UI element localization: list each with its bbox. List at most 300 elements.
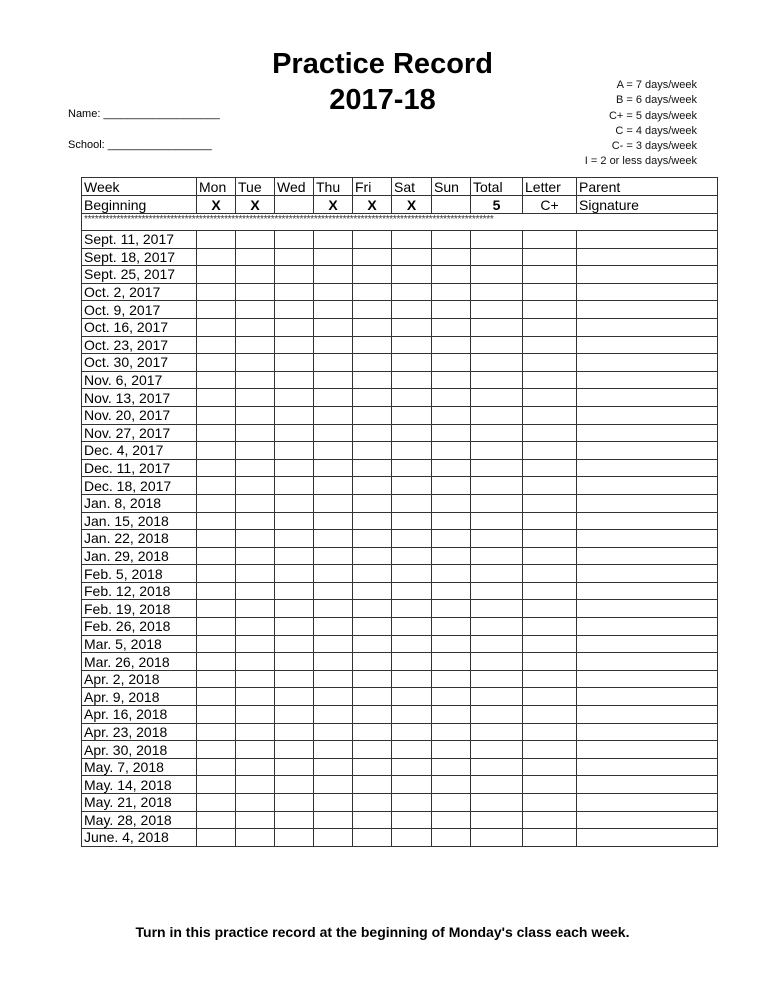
cell-fri[interactable] bbox=[353, 565, 392, 583]
cell-total[interactable] bbox=[471, 706, 523, 724]
cell-fri[interactable] bbox=[353, 635, 392, 653]
cell-total[interactable] bbox=[471, 635, 523, 653]
cell-fri[interactable] bbox=[353, 424, 392, 442]
cell-sat[interactable] bbox=[392, 547, 432, 565]
cell-sun[interactable] bbox=[432, 371, 471, 389]
cell-fri[interactable] bbox=[353, 776, 392, 794]
cell-fri[interactable] bbox=[353, 336, 392, 354]
cell-total[interactable] bbox=[471, 670, 523, 688]
cell-wed[interactable] bbox=[275, 776, 314, 794]
cell-thu[interactable] bbox=[314, 811, 353, 829]
cell-sat[interactable] bbox=[392, 266, 432, 284]
cell-wed[interactable] bbox=[275, 318, 314, 336]
cell-total[interactable] bbox=[471, 266, 523, 284]
cell-mon[interactable] bbox=[197, 318, 236, 336]
cell-total[interactable] bbox=[471, 547, 523, 565]
cell-tue[interactable] bbox=[236, 494, 275, 512]
cell-sun[interactable] bbox=[432, 318, 471, 336]
cell-mon[interactable] bbox=[197, 336, 236, 354]
school-field[interactable]: School: _________________ bbox=[68, 139, 212, 151]
cell-sun[interactable] bbox=[432, 283, 471, 301]
cell-letter[interactable] bbox=[523, 389, 577, 407]
cell-letter[interactable] bbox=[523, 582, 577, 600]
cell-signature[interactable] bbox=[577, 477, 718, 495]
cell-tue[interactable] bbox=[236, 811, 275, 829]
cell-total[interactable] bbox=[471, 406, 523, 424]
cell-letter[interactable] bbox=[523, 600, 577, 618]
cell-sun[interactable] bbox=[432, 706, 471, 724]
cell-sun[interactable] bbox=[432, 582, 471, 600]
cell-wed[interactable] bbox=[275, 442, 314, 460]
cell-letter[interactable] bbox=[523, 354, 577, 372]
cell-fri[interactable] bbox=[353, 512, 392, 530]
cell-mon[interactable] bbox=[197, 635, 236, 653]
cell-mon[interactable] bbox=[197, 600, 236, 618]
cell-sat[interactable] bbox=[392, 670, 432, 688]
cell-mon[interactable] bbox=[197, 723, 236, 741]
cell-thu[interactable] bbox=[314, 354, 353, 372]
cell-thu[interactable] bbox=[314, 688, 353, 706]
cell-signature[interactable] bbox=[577, 547, 718, 565]
cell-fri[interactable] bbox=[353, 406, 392, 424]
cell-letter[interactable] bbox=[523, 301, 577, 319]
cell-tue[interactable] bbox=[236, 301, 275, 319]
cell-letter[interactable] bbox=[523, 706, 577, 724]
cell-fri[interactable] bbox=[353, 266, 392, 284]
cell-sat[interactable] bbox=[392, 618, 432, 636]
cell-thu[interactable] bbox=[314, 547, 353, 565]
cell-total[interactable] bbox=[471, 565, 523, 583]
cell-signature[interactable] bbox=[577, 301, 718, 319]
cell-tue[interactable] bbox=[236, 688, 275, 706]
cell-sun[interactable] bbox=[432, 723, 471, 741]
cell-total[interactable] bbox=[471, 336, 523, 354]
cell-sat[interactable] bbox=[392, 424, 432, 442]
cell-letter[interactable] bbox=[523, 371, 577, 389]
cell-signature[interactable] bbox=[577, 512, 718, 530]
cell-fri[interactable] bbox=[353, 829, 392, 847]
cell-sat[interactable] bbox=[392, 389, 432, 407]
cell-sat[interactable] bbox=[392, 653, 432, 671]
cell-thu[interactable] bbox=[314, 600, 353, 618]
cell-signature[interactable] bbox=[577, 336, 718, 354]
cell-letter[interactable] bbox=[523, 758, 577, 776]
cell-fri[interactable] bbox=[353, 494, 392, 512]
cell-tue[interactable] bbox=[236, 530, 275, 548]
cell-wed[interactable] bbox=[275, 283, 314, 301]
cell-fri[interactable] bbox=[353, 301, 392, 319]
cell-thu[interactable] bbox=[314, 389, 353, 407]
cell-thu[interactable] bbox=[314, 318, 353, 336]
cell-signature[interactable] bbox=[577, 600, 718, 618]
cell-sat[interactable] bbox=[392, 459, 432, 477]
cell-signature[interactable] bbox=[577, 794, 718, 812]
cell-letter[interactable] bbox=[523, 829, 577, 847]
cell-letter[interactable] bbox=[523, 811, 577, 829]
cell-wed[interactable] bbox=[275, 301, 314, 319]
cell-tue[interactable] bbox=[236, 266, 275, 284]
cell-wed[interactable] bbox=[275, 248, 314, 266]
cell-sun[interactable] bbox=[432, 459, 471, 477]
cell-fri[interactable] bbox=[353, 547, 392, 565]
cell-fri[interactable] bbox=[353, 723, 392, 741]
cell-tue[interactable] bbox=[236, 635, 275, 653]
cell-tue[interactable] bbox=[236, 406, 275, 424]
cell-total[interactable] bbox=[471, 318, 523, 336]
cell-sat[interactable] bbox=[392, 301, 432, 319]
cell-thu[interactable] bbox=[314, 741, 353, 759]
cell-mon[interactable] bbox=[197, 354, 236, 372]
cell-thu[interactable] bbox=[314, 794, 353, 812]
cell-wed[interactable] bbox=[275, 829, 314, 847]
cell-wed[interactable] bbox=[275, 389, 314, 407]
cell-signature[interactable] bbox=[577, 318, 718, 336]
name-field[interactable]: Name: ___________________ bbox=[68, 108, 220, 120]
cell-mon[interactable] bbox=[197, 741, 236, 759]
cell-sat[interactable] bbox=[392, 477, 432, 495]
cell-wed[interactable] bbox=[275, 530, 314, 548]
cell-letter[interactable] bbox=[523, 477, 577, 495]
cell-tue[interactable] bbox=[236, 600, 275, 618]
cell-sat[interactable] bbox=[392, 530, 432, 548]
cell-signature[interactable] bbox=[577, 688, 718, 706]
cell-fri[interactable] bbox=[353, 389, 392, 407]
cell-sun[interactable] bbox=[432, 829, 471, 847]
cell-thu[interactable] bbox=[314, 301, 353, 319]
cell-mon[interactable] bbox=[197, 582, 236, 600]
cell-letter[interactable] bbox=[523, 547, 577, 565]
cell-mon[interactable] bbox=[197, 494, 236, 512]
cell-letter[interactable] bbox=[523, 723, 577, 741]
cell-letter[interactable] bbox=[523, 653, 577, 671]
cell-tue[interactable] bbox=[236, 283, 275, 301]
cell-fri[interactable] bbox=[353, 600, 392, 618]
cell-sun[interactable] bbox=[432, 442, 471, 460]
cell-mon[interactable] bbox=[197, 653, 236, 671]
cell-signature[interactable] bbox=[577, 248, 718, 266]
cell-letter[interactable] bbox=[523, 318, 577, 336]
cell-fri[interactable] bbox=[353, 248, 392, 266]
cell-sun[interactable] bbox=[432, 565, 471, 583]
cell-mon[interactable] bbox=[197, 424, 236, 442]
cell-tue[interactable] bbox=[236, 776, 275, 794]
cell-wed[interactable] bbox=[275, 688, 314, 706]
cell-sat[interactable] bbox=[392, 336, 432, 354]
cell-letter[interactable] bbox=[523, 442, 577, 460]
cell-sun[interactable] bbox=[432, 494, 471, 512]
cell-mon[interactable] bbox=[197, 231, 236, 249]
cell-mon[interactable] bbox=[197, 512, 236, 530]
cell-thu[interactable] bbox=[314, 336, 353, 354]
cell-letter[interactable] bbox=[523, 530, 577, 548]
cell-mon[interactable] bbox=[197, 266, 236, 284]
cell-total[interactable] bbox=[471, 794, 523, 812]
cell-mon[interactable] bbox=[197, 829, 236, 847]
cell-sun[interactable] bbox=[432, 389, 471, 407]
cell-thu[interactable] bbox=[314, 653, 353, 671]
cell-thu[interactable] bbox=[314, 723, 353, 741]
cell-total[interactable] bbox=[471, 776, 523, 794]
cell-letter[interactable] bbox=[523, 424, 577, 442]
cell-fri[interactable] bbox=[353, 794, 392, 812]
cell-sat[interactable] bbox=[392, 811, 432, 829]
cell-mon[interactable] bbox=[197, 301, 236, 319]
cell-sat[interactable] bbox=[392, 829, 432, 847]
cell-sat[interactable] bbox=[392, 318, 432, 336]
cell-wed[interactable] bbox=[275, 231, 314, 249]
cell-wed[interactable] bbox=[275, 547, 314, 565]
cell-sun[interactable] bbox=[432, 811, 471, 829]
cell-letter[interactable] bbox=[523, 459, 577, 477]
cell-wed[interactable] bbox=[275, 618, 314, 636]
cell-total[interactable] bbox=[471, 283, 523, 301]
cell-wed[interactable] bbox=[275, 477, 314, 495]
cell-tue[interactable] bbox=[236, 336, 275, 354]
cell-wed[interactable] bbox=[275, 758, 314, 776]
cell-signature[interactable] bbox=[577, 565, 718, 583]
cell-mon[interactable] bbox=[197, 706, 236, 724]
cell-total[interactable] bbox=[471, 459, 523, 477]
cell-tue[interactable] bbox=[236, 653, 275, 671]
cell-mon[interactable] bbox=[197, 371, 236, 389]
cell-letter[interactable] bbox=[523, 670, 577, 688]
cell-sun[interactable] bbox=[432, 336, 471, 354]
cell-sat[interactable] bbox=[392, 494, 432, 512]
cell-total[interactable] bbox=[471, 512, 523, 530]
cell-sun[interactable] bbox=[432, 741, 471, 759]
cell-thu[interactable] bbox=[314, 442, 353, 460]
cell-sat[interactable] bbox=[392, 776, 432, 794]
cell-mon[interactable] bbox=[197, 618, 236, 636]
cell-wed[interactable] bbox=[275, 723, 314, 741]
cell-wed[interactable] bbox=[275, 354, 314, 372]
cell-signature[interactable] bbox=[577, 670, 718, 688]
cell-sat[interactable] bbox=[392, 758, 432, 776]
cell-tue[interactable] bbox=[236, 248, 275, 266]
cell-mon[interactable] bbox=[197, 688, 236, 706]
cell-fri[interactable] bbox=[353, 283, 392, 301]
cell-tue[interactable] bbox=[236, 829, 275, 847]
cell-fri[interactable] bbox=[353, 442, 392, 460]
cell-mon[interactable] bbox=[197, 811, 236, 829]
cell-fri[interactable] bbox=[353, 653, 392, 671]
cell-letter[interactable] bbox=[523, 512, 577, 530]
cell-letter[interactable] bbox=[523, 248, 577, 266]
cell-sat[interactable] bbox=[392, 248, 432, 266]
cell-total[interactable] bbox=[471, 829, 523, 847]
cell-mon[interactable] bbox=[197, 248, 236, 266]
cell-thu[interactable] bbox=[314, 459, 353, 477]
cell-fri[interactable] bbox=[353, 530, 392, 548]
cell-total[interactable] bbox=[471, 688, 523, 706]
cell-mon[interactable] bbox=[197, 459, 236, 477]
cell-sat[interactable] bbox=[392, 635, 432, 653]
cell-total[interactable] bbox=[471, 618, 523, 636]
cell-wed[interactable] bbox=[275, 582, 314, 600]
cell-mon[interactable] bbox=[197, 389, 236, 407]
cell-signature[interactable] bbox=[577, 231, 718, 249]
cell-wed[interactable] bbox=[275, 406, 314, 424]
cell-sat[interactable] bbox=[392, 371, 432, 389]
cell-tue[interactable] bbox=[236, 582, 275, 600]
cell-fri[interactable] bbox=[353, 477, 392, 495]
cell-sat[interactable] bbox=[392, 723, 432, 741]
cell-thu[interactable] bbox=[314, 266, 353, 284]
cell-total[interactable] bbox=[471, 231, 523, 249]
cell-signature[interactable] bbox=[577, 266, 718, 284]
cell-total[interactable] bbox=[471, 371, 523, 389]
cell-letter[interactable] bbox=[523, 336, 577, 354]
cell-signature[interactable] bbox=[577, 354, 718, 372]
cell-signature[interactable] bbox=[577, 618, 718, 636]
cell-wed[interactable] bbox=[275, 653, 314, 671]
cell-sun[interactable] bbox=[432, 600, 471, 618]
cell-tue[interactable] bbox=[236, 547, 275, 565]
cell-tue[interactable] bbox=[236, 741, 275, 759]
cell-sun[interactable] bbox=[432, 618, 471, 636]
cell-wed[interactable] bbox=[275, 336, 314, 354]
cell-wed[interactable] bbox=[275, 706, 314, 724]
cell-tue[interactable] bbox=[236, 723, 275, 741]
cell-wed[interactable] bbox=[275, 371, 314, 389]
cell-sat[interactable] bbox=[392, 406, 432, 424]
cell-tue[interactable] bbox=[236, 706, 275, 724]
cell-signature[interactable] bbox=[577, 811, 718, 829]
cell-sun[interactable] bbox=[432, 231, 471, 249]
cell-sat[interactable] bbox=[392, 565, 432, 583]
cell-thu[interactable] bbox=[314, 477, 353, 495]
cell-letter[interactable] bbox=[523, 794, 577, 812]
cell-mon[interactable] bbox=[197, 565, 236, 583]
cell-total[interactable] bbox=[471, 723, 523, 741]
cell-letter[interactable] bbox=[523, 618, 577, 636]
cell-sun[interactable] bbox=[432, 266, 471, 284]
cell-wed[interactable] bbox=[275, 512, 314, 530]
cell-signature[interactable] bbox=[577, 459, 718, 477]
cell-letter[interactable] bbox=[523, 776, 577, 794]
cell-wed[interactable] bbox=[275, 811, 314, 829]
cell-signature[interactable] bbox=[577, 653, 718, 671]
cell-fri[interactable] bbox=[353, 811, 392, 829]
cell-total[interactable] bbox=[471, 494, 523, 512]
cell-sun[interactable] bbox=[432, 635, 471, 653]
cell-sun[interactable] bbox=[432, 758, 471, 776]
cell-thu[interactable] bbox=[314, 706, 353, 724]
cell-sat[interactable] bbox=[392, 283, 432, 301]
cell-total[interactable] bbox=[471, 582, 523, 600]
cell-fri[interactable] bbox=[353, 688, 392, 706]
cell-thu[interactable] bbox=[314, 618, 353, 636]
cell-sat[interactable] bbox=[392, 512, 432, 530]
cell-fri[interactable] bbox=[353, 741, 392, 759]
cell-total[interactable] bbox=[471, 301, 523, 319]
cell-signature[interactable] bbox=[577, 706, 718, 724]
cell-fri[interactable] bbox=[353, 371, 392, 389]
cell-wed[interactable] bbox=[275, 794, 314, 812]
cell-sun[interactable] bbox=[432, 794, 471, 812]
cell-signature[interactable] bbox=[577, 371, 718, 389]
cell-letter[interactable] bbox=[523, 688, 577, 706]
cell-sun[interactable] bbox=[432, 477, 471, 495]
cell-letter[interactable] bbox=[523, 494, 577, 512]
cell-wed[interactable] bbox=[275, 266, 314, 284]
cell-signature[interactable] bbox=[577, 442, 718, 460]
cell-fri[interactable] bbox=[353, 758, 392, 776]
cell-signature[interactable] bbox=[577, 758, 718, 776]
cell-signature[interactable] bbox=[577, 741, 718, 759]
cell-signature[interactable] bbox=[577, 635, 718, 653]
cell-signature[interactable] bbox=[577, 776, 718, 794]
cell-total[interactable] bbox=[471, 653, 523, 671]
cell-wed[interactable] bbox=[275, 565, 314, 583]
cell-wed[interactable] bbox=[275, 670, 314, 688]
cell-signature[interactable] bbox=[577, 494, 718, 512]
cell-tue[interactable] bbox=[236, 618, 275, 636]
cell-thu[interactable] bbox=[314, 829, 353, 847]
cell-total[interactable] bbox=[471, 442, 523, 460]
cell-thu[interactable] bbox=[314, 512, 353, 530]
cell-sat[interactable] bbox=[392, 354, 432, 372]
cell-signature[interactable] bbox=[577, 406, 718, 424]
cell-total[interactable] bbox=[471, 530, 523, 548]
cell-letter[interactable] bbox=[523, 565, 577, 583]
cell-thu[interactable] bbox=[314, 670, 353, 688]
cell-wed[interactable] bbox=[275, 459, 314, 477]
cell-signature[interactable] bbox=[577, 530, 718, 548]
cell-sun[interactable] bbox=[432, 248, 471, 266]
cell-thu[interactable] bbox=[314, 582, 353, 600]
cell-tue[interactable] bbox=[236, 794, 275, 812]
cell-fri[interactable] bbox=[353, 670, 392, 688]
cell-letter[interactable] bbox=[523, 283, 577, 301]
cell-total[interactable] bbox=[471, 354, 523, 372]
cell-mon[interactable] bbox=[197, 776, 236, 794]
cell-wed[interactable] bbox=[275, 600, 314, 618]
cell-thu[interactable] bbox=[314, 758, 353, 776]
cell-mon[interactable] bbox=[197, 406, 236, 424]
cell-sat[interactable] bbox=[392, 794, 432, 812]
cell-letter[interactable] bbox=[523, 406, 577, 424]
cell-sun[interactable] bbox=[432, 776, 471, 794]
cell-sun[interactable] bbox=[432, 530, 471, 548]
cell-wed[interactable] bbox=[275, 741, 314, 759]
cell-sun[interactable] bbox=[432, 670, 471, 688]
cell-mon[interactable] bbox=[197, 530, 236, 548]
cell-thu[interactable] bbox=[314, 565, 353, 583]
cell-letter[interactable] bbox=[523, 741, 577, 759]
cell-mon[interactable] bbox=[197, 442, 236, 460]
cell-tue[interactable] bbox=[236, 231, 275, 249]
cell-letter[interactable] bbox=[523, 635, 577, 653]
cell-mon[interactable] bbox=[197, 547, 236, 565]
cell-tue[interactable] bbox=[236, 442, 275, 460]
cell-sat[interactable] bbox=[392, 442, 432, 460]
cell-tue[interactable] bbox=[236, 354, 275, 372]
cell-total[interactable] bbox=[471, 248, 523, 266]
cell-wed[interactable] bbox=[275, 424, 314, 442]
cell-thu[interactable] bbox=[314, 530, 353, 548]
cell-signature[interactable] bbox=[577, 582, 718, 600]
cell-letter[interactable] bbox=[523, 266, 577, 284]
cell-tue[interactable] bbox=[236, 758, 275, 776]
cell-signature[interactable] bbox=[577, 829, 718, 847]
cell-sun[interactable] bbox=[432, 301, 471, 319]
cell-fri[interactable] bbox=[353, 354, 392, 372]
cell-sun[interactable] bbox=[432, 354, 471, 372]
cell-thu[interactable] bbox=[314, 283, 353, 301]
cell-thu[interactable] bbox=[314, 424, 353, 442]
cell-sun[interactable] bbox=[432, 424, 471, 442]
